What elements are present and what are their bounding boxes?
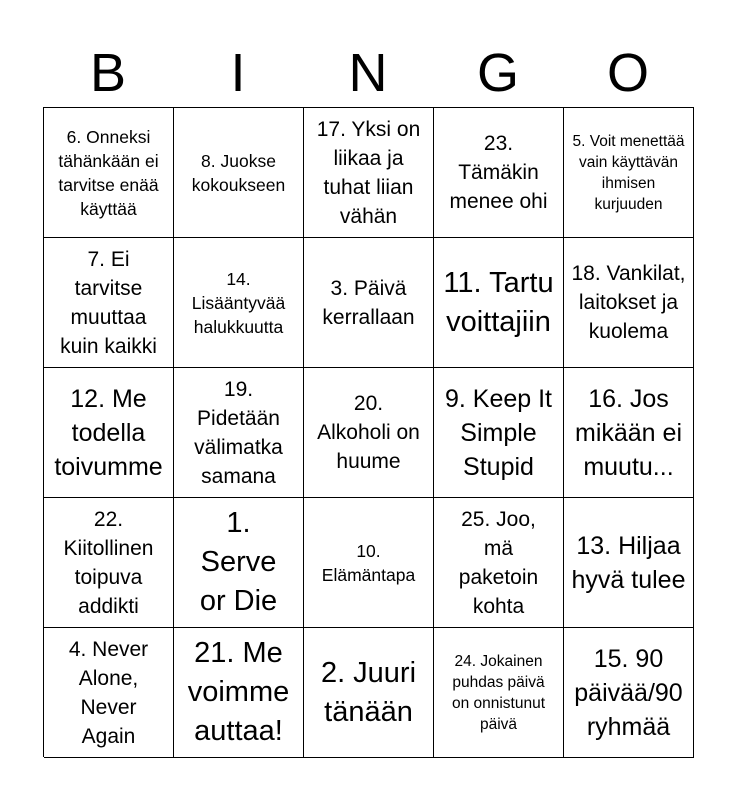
bingo-cell[interactable] — [304, 238, 434, 368]
bingo-cell[interactable] — [44, 498, 174, 628]
bingo-cell[interactable] — [174, 498, 304, 628]
cell-text: 20. Alkoholi on huume — [317, 392, 420, 473]
bingo-cell[interactable] — [304, 108, 434, 238]
bingo-cell[interactable] — [174, 368, 304, 498]
bingo-cell[interactable] — [44, 368, 174, 498]
cell-text: 7. Ei tarvitse muuttaa kuin kaikki — [60, 247, 157, 358]
cell-text: 19. Pidetään välimatka samana — [194, 377, 283, 488]
cell-text: 10. Elämäntapa — [321, 540, 416, 585]
cell-text: 25. Joo, mä paketoin kohta — [458, 507, 539, 618]
bingo-cell[interactable] — [304, 498, 434, 628]
bingo-cell[interactable] — [434, 628, 564, 758]
cell-text: 23. Tämäkin menee ohi — [449, 132, 548, 213]
bingo-cell[interactable] — [174, 108, 304, 238]
header-letter-g: G — [476, 43, 519, 103]
header-letter-o: O — [606, 43, 649, 103]
cell-text: 24. Jokainen puhdas päivä on onnistunut päivä — [451, 652, 546, 733]
cell-text: 3. Päivä kerrallaan — [322, 276, 415, 329]
bingo-cell[interactable] — [564, 628, 694, 758]
bingo-cell[interactable] — [174, 238, 304, 368]
bingo-cell[interactable] — [434, 108, 564, 238]
cell-text: 17. Yksi on liikaa ja tuhat liian vähän — [316, 117, 421, 228]
bingo-cell[interactable] — [304, 368, 434, 498]
cell-text: 12. Me todella toivumme — [54, 384, 163, 481]
cell-text: 2. Juuri tänään — [320, 656, 417, 728]
bingo-cell[interactable] — [174, 628, 304, 758]
cell-text: 22. Kiitollinen toipuva addikti — [63, 507, 154, 618]
bingo-header — [43, 38, 693, 108]
cell-text: 8. Juokse kokoukseen — [191, 150, 286, 195]
cell-text: 9. Keep It Simple Stupid — [444, 384, 553, 481]
cell-text: 13. Hiljaa hyvä tulee — [571, 531, 686, 594]
cell-text: 15. 90 päivää/90 ryhmää — [574, 644, 683, 741]
cell-text: 4. Never Alone, Never Again — [68, 637, 149, 748]
bingo-cell[interactable] — [44, 628, 174, 758]
bingo-cell[interactable] — [564, 498, 694, 628]
bingo-cell[interactable] — [564, 368, 694, 498]
cell-text: 14. Lisääntyvää halukkuutta — [191, 268, 286, 337]
header-letter-b: B — [89, 43, 127, 103]
cell-text: 5. Voit menettää vain käyttävän ihmisen kurjuuden — [572, 132, 685, 213]
bingo-cell[interactable] — [434, 238, 564, 368]
cell-text: 11. Tartu voittajiin — [443, 266, 554, 338]
cell-text: 1. Serve or Die — [199, 507, 278, 617]
cell-text: 21. Me voimme auttaa! — [187, 637, 290, 747]
bingo-cell[interactable] — [564, 238, 694, 368]
header-letter-i: I — [230, 43, 246, 103]
bingo-cell[interactable] — [564, 108, 694, 238]
bingo-cell[interactable] — [434, 368, 564, 498]
bingo-cell[interactable] — [304, 628, 434, 758]
cell-text: 16. Jos mikään ei muutu... — [575, 384, 682, 481]
bingo-cell[interactable] — [434, 498, 564, 628]
header-letter-n: N — [348, 43, 388, 103]
cell-text: 18. Vankilat, laitokset ja kuolema — [571, 262, 686, 343]
bingo-board — [43, 107, 694, 757]
cell-text: 6. Onneksi tähänkään ei tarvitse enää käyttää — [58, 126, 159, 219]
bingo-cell[interactable] — [44, 238, 174, 368]
bingo-cell[interactable] — [44, 108, 174, 238]
